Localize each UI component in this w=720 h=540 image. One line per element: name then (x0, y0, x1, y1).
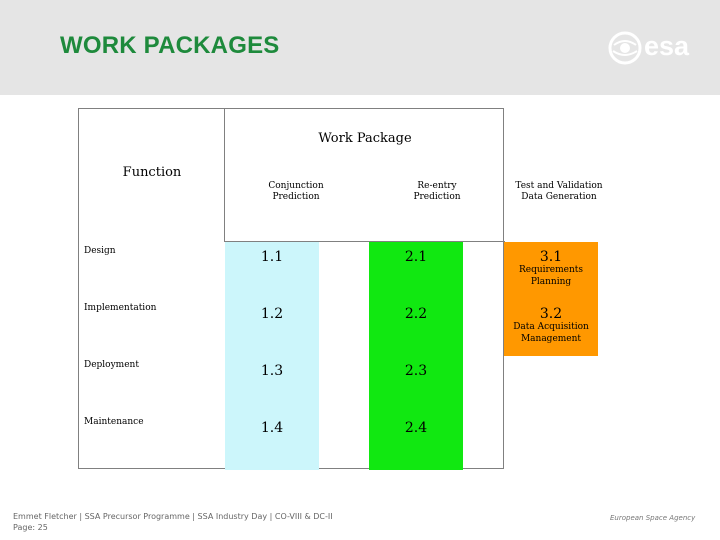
cell-number: 1.1 (260, 249, 284, 265)
column-header-test-validation (499, 181, 619, 203)
cell-number: 2.4 (404, 420, 428, 436)
function-heading: Function (122, 165, 182, 180)
footer-credits (13, 511, 333, 533)
cell-caption-line: Requirements (518, 265, 584, 275)
cell-3-1 (504, 242, 598, 299)
row-label-deployment: Deployment (84, 360, 139, 370)
slide-header-band (0, 0, 720, 95)
cell-number: 2.1 (404, 249, 428, 265)
esa-logo-text: esa (644, 31, 690, 61)
cell-2-2 (369, 299, 463, 356)
cell-number: 2.3 (404, 363, 428, 379)
esa-globe-icon (608, 31, 642, 65)
cell-number: 1.4 (260, 420, 284, 436)
cell-1-1 (225, 242, 319, 299)
cell-2-4 (369, 413, 463, 470)
cell-1-3 (225, 356, 319, 413)
column-header-line: Data Generation (521, 192, 597, 202)
cell-caption-line: Planning (530, 277, 572, 287)
row-label-maintenance: Maintenance (84, 417, 144, 427)
column-header-conjunction (252, 181, 340, 203)
cell-caption (504, 264, 598, 288)
slide-title: WORK PACKAGES (60, 32, 280, 59)
cell-3-2 (504, 299, 598, 356)
cell-2-1 (369, 242, 463, 299)
footer-agency: European Space Agency (610, 514, 696, 522)
cell-number: 1.3 (260, 363, 284, 379)
cell-caption-line: Management (520, 334, 582, 344)
column-header-line: Re-entry (417, 181, 457, 191)
cell-1-2 (225, 299, 319, 356)
cell-caption (504, 321, 598, 345)
footer-page-number: Page: 25 (13, 523, 48, 532)
column-header-reentry (393, 181, 481, 203)
cell-number: 3.2 (539, 306, 563, 322)
column-header-line: Test and Validation (515, 181, 603, 191)
cell-number: 2.2 (404, 306, 428, 322)
work-package-table (78, 108, 603, 469)
column-header-line: Prediction (413, 192, 461, 202)
row-label-implementation: Implementation (84, 303, 157, 313)
cell-2-3 (369, 356, 463, 413)
column-header-line: Prediction (272, 192, 320, 202)
cell-1-4 (225, 413, 319, 470)
footer-line: Emmet Fletcher | SSA Precursor Programme | SSA Industry Day | CO-VIII & DC-II (13, 512, 333, 521)
cell-number: 1.2 (260, 306, 284, 322)
cell-caption-line: Data Acquisition (513, 322, 589, 332)
column-header-line: Conjunction (268, 181, 324, 191)
work-package-heading: Work Package (318, 131, 412, 146)
cell-number: 3.1 (539, 249, 563, 265)
row-label-design: Design (84, 246, 116, 256)
esa-logo (606, 28, 706, 68)
